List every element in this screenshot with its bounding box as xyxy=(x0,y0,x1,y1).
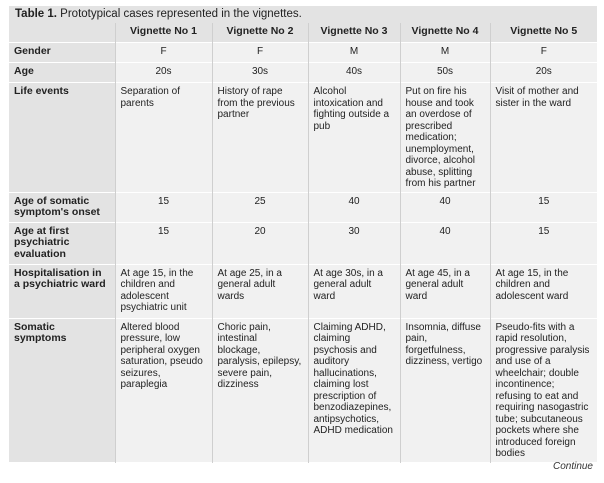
row-label-first-evaluation: Age at first psychiatric evaluation xyxy=(9,222,115,264)
cell-hosp-3: At age 30s, in a general adult ward xyxy=(308,264,400,318)
row-label-symptom-onset: Age of somatic symptom's onset xyxy=(9,192,115,222)
cell-somatic-5: Pseudo-fits with a rapid resolution, progressive paralysis and use of a wheelchair; double incontinence; refusing to eat and requiring nasogastric tube; subcutaneous pockets where she introduced foreign bodies xyxy=(490,318,597,462)
cell-gender-5: F xyxy=(490,43,597,63)
cell-somatic-3: Claiming ADHD, claiming psychosis and auditory hallucinations, claiming lost prescription of benzodiazepines, antipsychotics, ADHD medication xyxy=(308,318,400,462)
table-row-first-evaluation xyxy=(9,222,597,264)
header-corner xyxy=(9,23,115,43)
header-vignette-4: Vignette No 4 xyxy=(400,23,490,43)
cell-somatic-4: Insomnia, diffuse pain, forgetfulness, dizziness, vertigo xyxy=(400,318,490,462)
cell-gender-2: F xyxy=(212,43,308,63)
cell-life-events-4: Put on fire his house and took an overdose of prescribed medication; unemployment, divorce, alcohol abuse, splitting from his partner xyxy=(400,83,490,193)
cell-gender-1: F xyxy=(115,43,212,63)
row-label-life-events: Life events xyxy=(9,83,115,193)
cell-onset-5: 15 xyxy=(490,192,597,222)
vignettes-table xyxy=(9,23,597,463)
cell-first-eval-1: 15 xyxy=(115,222,212,264)
cell-age-4: 50s xyxy=(400,63,490,83)
cell-hosp-4: At age 45, in a general adult ward xyxy=(400,264,490,318)
cell-life-events-2: History of rape from the previous partner xyxy=(212,83,308,193)
cell-age-5: 20s xyxy=(490,63,597,83)
row-label-somatic-symptoms: Somatic symptoms xyxy=(9,318,115,462)
table-row-hospitalisation xyxy=(9,264,597,318)
table-caption xyxy=(9,6,597,23)
cell-somatic-2: Choric pain, intestinal blockage, paralysis, epilepsy, severe pain, dizziness xyxy=(212,318,308,462)
cell-hosp-1: At age 15, in the children and adolescent psychiatric unit xyxy=(115,264,212,318)
continue-note: Continue xyxy=(552,461,593,472)
cell-onset-4: 40 xyxy=(400,192,490,222)
cell-first-eval-4: 40 xyxy=(400,222,490,264)
table-row-gender xyxy=(9,43,597,63)
table-row-somatic-symptoms xyxy=(9,318,597,462)
cell-onset-2: 25 xyxy=(212,192,308,222)
cell-first-eval-5: 15 xyxy=(490,222,597,264)
row-label-age: Age xyxy=(9,63,115,83)
row-label-hospitalisation: Hospitalisation in a psychiatric ward xyxy=(9,264,115,318)
cell-somatic-1: Altered blood pressure, low peripheral oxygen saturation, pseudo seizures, paraplegia xyxy=(115,318,212,462)
table-caption-label: Table 1. xyxy=(15,8,57,20)
header-vignette-5: Vignette No 5 xyxy=(490,23,597,43)
cell-first-eval-3: 30 xyxy=(308,222,400,264)
row-label-gender: Gender xyxy=(9,43,115,63)
cell-life-events-5: Visit of mother and sister in the ward xyxy=(490,83,597,193)
cell-onset-3: 40 xyxy=(308,192,400,222)
cell-gender-3: M xyxy=(308,43,400,63)
cell-age-2: 30s xyxy=(212,63,308,83)
table-row-age xyxy=(9,63,597,83)
header-vignette-2: Vignette No 2 xyxy=(212,23,308,43)
table-row-symptom-onset xyxy=(9,192,597,222)
cell-onset-1: 15 xyxy=(115,192,212,222)
cell-life-events-1: Separation of parents xyxy=(115,83,212,193)
header-vignette-3: Vignette No 3 xyxy=(308,23,400,43)
cell-hosp-2: At age 25, in a general adult wards xyxy=(212,264,308,318)
table-row-life-events xyxy=(9,83,597,193)
cell-life-events-3: Alcohol intoxication and fighting outside a pub xyxy=(308,83,400,193)
cell-age-1: 20s xyxy=(115,63,212,83)
cell-first-eval-2: 20 xyxy=(212,222,308,264)
table-caption-text: Prototypical cases represented in the vignettes. xyxy=(60,8,302,20)
cell-gender-4: M xyxy=(400,43,490,63)
table-header-row xyxy=(9,23,597,43)
header-vignette-1: Vignette No 1 xyxy=(115,23,212,43)
cell-age-3: 40s xyxy=(308,63,400,83)
cell-hosp-5: At age 15, in the children and adolescent ward xyxy=(490,264,597,318)
